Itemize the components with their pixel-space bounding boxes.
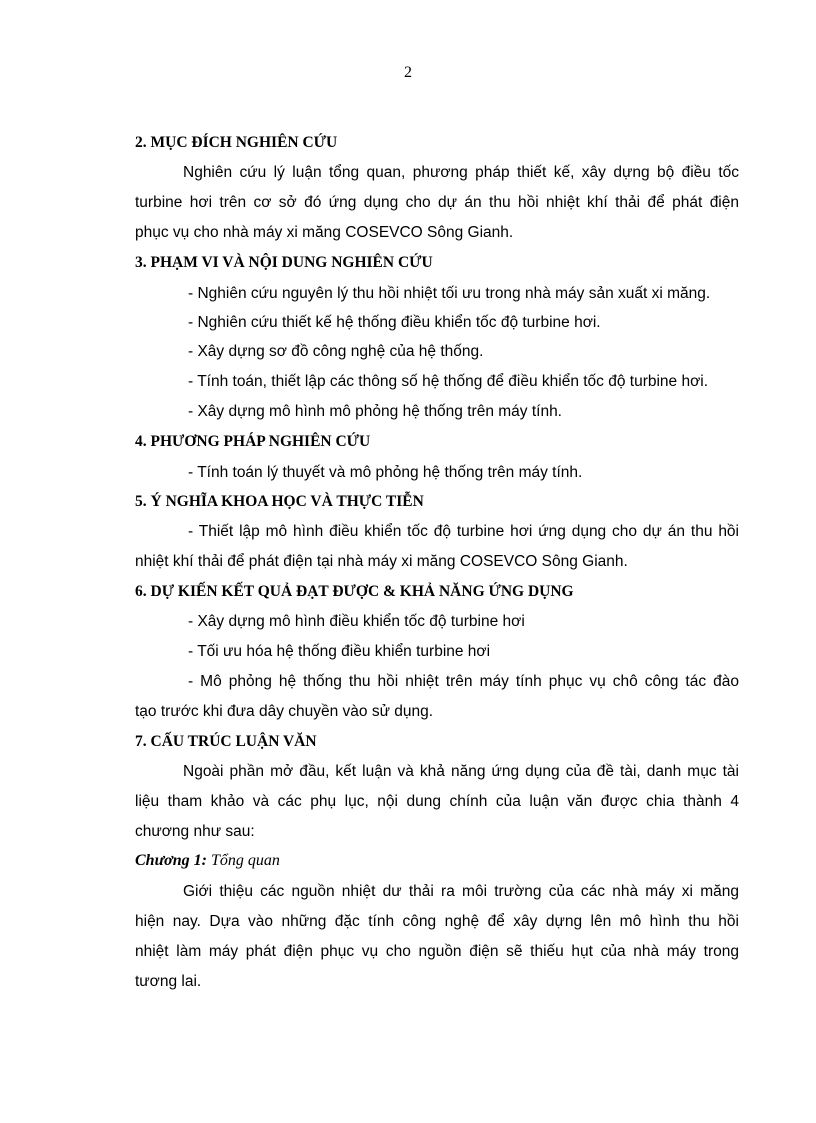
paragraph-line: chương như sau:	[135, 823, 255, 840]
page-number: 2	[404, 64, 412, 81]
list-item: - Tối ưu hóa hệ thống điều khiển turbine hơi	[188, 643, 491, 660]
paragraph-line: hiện nay. Dựa vào những đặc tính công nghệ để xây dựng lên mô hình thu hồi	[135, 913, 739, 930]
section-7-heading: 7. CẤU TRÚC LUẬN VĂN	[135, 733, 317, 750]
list-item: - Xây dựng mô hình mô phỏng hệ thống trên máy tính.	[188, 403, 562, 420]
paragraph-line: - Mô phỏng hệ thống thu hồi nhiệt trên máy tính phục vụ chô công tác đào	[188, 673, 739, 690]
section-3-heading: 3. PHẠM VI VÀ NỘI DUNG NGHIÊN CỨU	[135, 254, 433, 271]
list-item: - Xây dựng mô hình điều khiển tốc độ turbine hơi	[188, 613, 525, 630]
paragraph-line: Giới thiệu các nguồn nhiệt dư thải ra môi trường của các nhà máy xi măng	[183, 883, 739, 900]
section-5-heading: 5. Ý NGHĨA KHOA HỌC VÀ THỰC TIỄN	[135, 493, 424, 510]
list-item: - Tính toán, thiết lập các thông số hệ thống để điều khiển tốc độ turbine hơi.	[188, 373, 709, 390]
paragraph-line: tương lai.	[135, 973, 202, 990]
paragraph-line: liệu tham khảo và các phụ lục, nội dung chính của luận văn được chia thành 4	[135, 793, 739, 810]
paragraph-line: Nghiên cứu lý luận tổng quan, phương pháp thiết kế, xây dựng bộ điều tốc	[183, 164, 739, 181]
section-6-heading: 6. DỰ KIẾN KẾT QUẢ ĐẠT ĐƯỢC & KHẢ NĂNG ỨNG DỤNG	[135, 583, 574, 600]
paragraph-line: phục vụ cho nhà máy xi măng COSEVCO Sông Gianh.	[135, 224, 514, 241]
paragraph-line: tạo trước khi đưa dây chuyền vào sử dụng.	[135, 703, 434, 720]
paragraph-line: Ngoài phần mở đầu, kết luận và khả năng ứng dụng của đề tài, danh mục tài	[183, 763, 739, 780]
list-item: - Tính toán lý thuyết và mô phỏng hệ thống trên máy tính.	[188, 464, 583, 481]
chapter-title: Tổng quan	[210, 852, 280, 869]
chapter-heading	[135, 851, 280, 871]
paragraph-line: - Thiết lập mô hình điều khiển tốc độ turbine hơi ứng dụng cho dự án thu hồi	[188, 523, 739, 540]
list-item: - Nghiên cứu thiết kế hệ thống điều khiển tốc độ turbine hơi.	[188, 314, 601, 331]
section-4-heading: 4. PHƯƠNG PHÁP NGHIÊN CỨU	[135, 433, 371, 450]
paragraph-line: nhiệt khí thải để phát điện tại nhà máy xi măng COSEVCO Sông Gianh.	[135, 553, 628, 570]
list-item: - Xây dựng sơ đồ công nghệ của hệ thống.	[188, 343, 484, 360]
paragraph-line: nhiệt làm máy phát điện phục vụ cho nguồn điện sẽ thiếu hụt của nhà máy trong	[135, 943, 739, 960]
paragraph-line: turbine hơi trên cơ sở đó ứng dụng cho dự án thu hồi nhiệt khí thải để phát điện	[135, 194, 739, 211]
section-2-heading: 2. MỤC ĐÍCH NGHIÊN CỨU	[135, 134, 338, 151]
list-item: - Nghiên cứu nguyên lý thu hồi nhiệt tối ưu trong nhà máy sản xuất xi măng.	[188, 285, 711, 302]
chapter-label: Chương 1:	[135, 852, 207, 869]
